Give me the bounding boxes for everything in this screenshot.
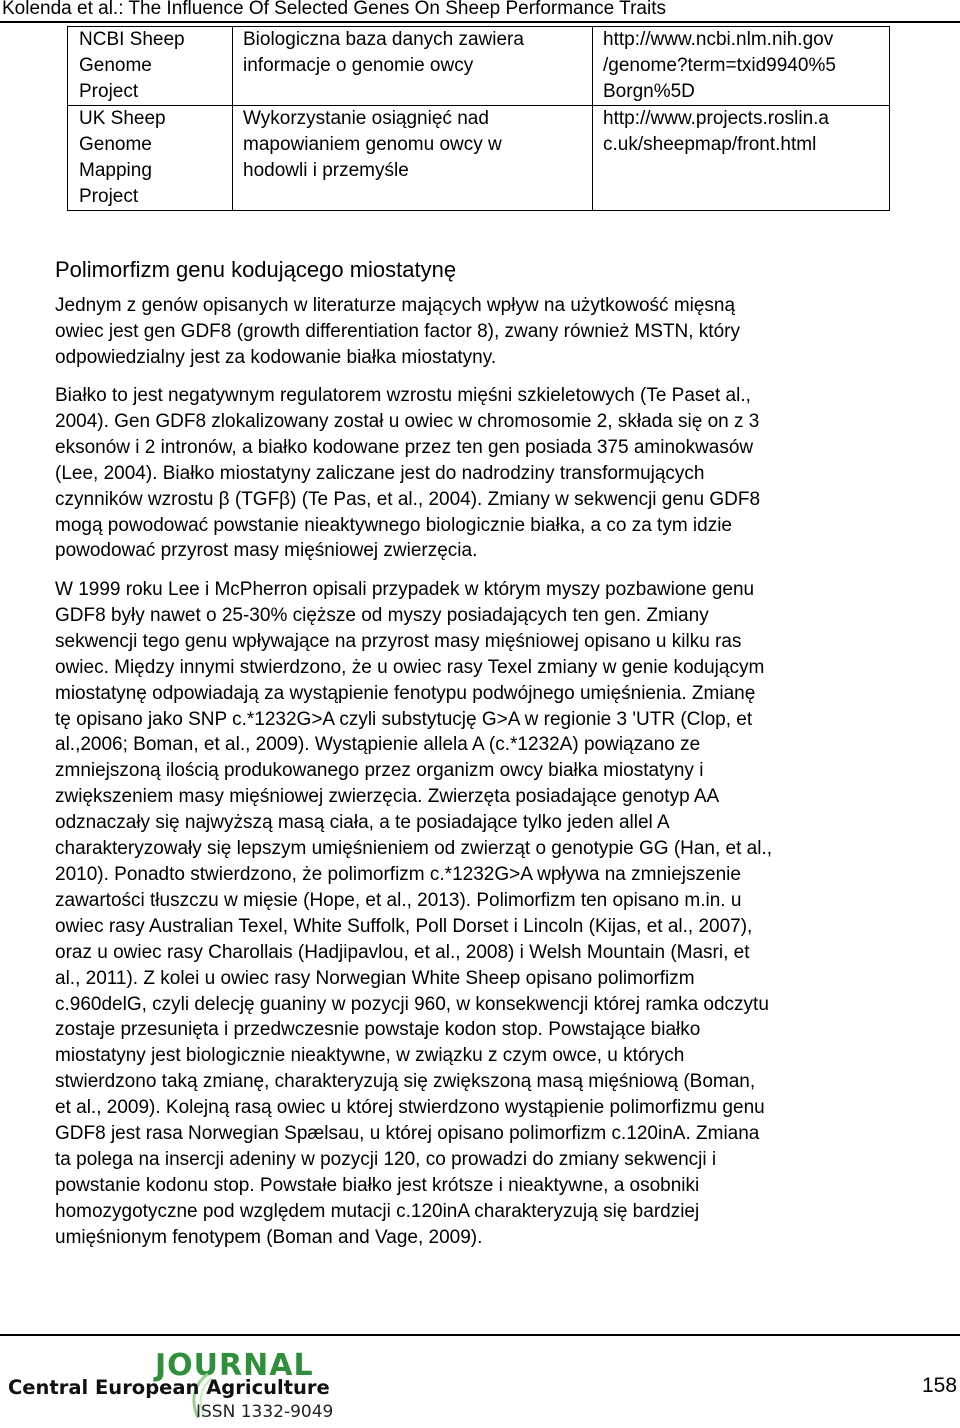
- text-line: (Lee, 2004). Białko miostatyny zaliczane jest do nadrodziny transformujących: [55, 462, 705, 484]
- text-line: W 1999 roku Lee i McPherron opisali przypadek w którym myszy pozbawione genu: [55, 579, 755, 600]
- text-line: homozygotyczne pod względem mutacji c.120inA charakteryzują się bardziej: [55, 1200, 700, 1222]
- section-heading: Polimorfizm genu kodującego miostatynę: [55, 257, 457, 282]
- header-divider: [0, 21, 960, 23]
- text-line: czynników wzrostu β (TGFβ) (Te Pas, et al., 2004). Zmiany w sekwencji genu GDF8: [55, 488, 761, 510]
- text-line: umięśnionym fenotypem (Boman and Vage, 2009).: [55, 1226, 483, 1248]
- cell-line: Project: [79, 186, 139, 207]
- text-line: al.,2006; Boman, et al., 2009). Wystąpienie allela A (c.*1232A) powiązano ze: [55, 734, 701, 756]
- text-line: et al., 2009). Kolejną rasą owiec u której stwierdzono wystąpienie polimorfizmu genu: [55, 1097, 765, 1119]
- project-description-cell: [233, 27, 593, 106]
- cell-line: Project: [79, 81, 139, 102]
- cell-line: Mapping: [79, 160, 152, 181]
- cell-line: Genome: [79, 55, 152, 76]
- table-row: [68, 27, 890, 106]
- cell-line: Biologiczna baza danych zawiera: [243, 29, 524, 50]
- table-row: [68, 106, 890, 211]
- paragraph-1: [55, 293, 915, 371]
- cell-line: informacje o genomie owcy: [243, 55, 474, 76]
- footer-divider: [0, 1334, 960, 1336]
- text-line: zmniejszoną ilością produkowanego przez organizm owcy białka miostatyny i: [55, 760, 704, 782]
- running-header: Kolenda et al.: The Influence Of Selected Genes On Sheep Performance Traits: [2, 0, 666, 19]
- text-line: zwiększeniem masy mięśniowej zwierzęcia. Zwierzęta posiadające genotyp AA: [55, 786, 720, 808]
- cell-line: hodowli i przemyśle: [243, 160, 409, 181]
- project-url-cell: [593, 27, 890, 106]
- journal-logo-wordmark: JOURNAL: [155, 1348, 314, 1383]
- text-line: charakteryzowały się lepszym umięśnieniem od zwierząt o genotypie GG (Han, et al.,: [55, 838, 773, 860]
- text-line: odpowiedzialny jest za kodowanie białka miostatyny.: [55, 346, 497, 368]
- text-line: owiec jest gen GDF8 (growth differentiation factor 8), zwany również MSTN, który: [55, 320, 740, 342]
- text-line: c.960delG, czyli delecję guaniny w pozycji 960, w konsekwencji której ramka odczytu: [55, 993, 769, 1015]
- text-line: miostatynę odpowiadają za wystąpienie fenotypu podwójnego umięśnienia. Zmianę: [55, 682, 756, 704]
- text-line: zawartości tłuszczu w mięsie (Hope, et al., 2013). Polimorfizm ten opisano m.in. u: [55, 889, 742, 911]
- text-line: odznaczały się najwyższą masą ciała, a te posiadające tylko jeden allel A: [55, 812, 670, 834]
- cell-line: /genome?term=txid9940%5: [603, 55, 836, 76]
- text-line: Białko to jest negatywnym regulatorem wzrostu mięśni szkieletowych (Te Paset al.,: [55, 385, 751, 406]
- text-line: al., 2011). Z kolei u owiec rasy Norwegian White Sheep opisano polimorfizm: [55, 967, 695, 989]
- text-line: 2004). Gen GDF8 zlokalizowany został u owiec w chromosomie 2, składa się on z 3: [55, 410, 760, 432]
- paragraph-2: [55, 383, 915, 564]
- text-line: miostatyny jest biologicznie nieaktywne, w związku z czym owce, u których: [55, 1045, 685, 1067]
- cell-line: Wykorzystanie osiągnięć nad: [243, 108, 489, 129]
- cell-line: Genome: [79, 134, 152, 155]
- text-line: stwierdzono taką zmianę, charakteryzują się zwiększoną masą mięśniową (Boman,: [55, 1071, 756, 1093]
- journal-name: Central European Agriculture: [8, 1376, 330, 1399]
- cell-line: c.uk/sheepmap/front.html: [603, 134, 817, 155]
- text-line: mogą powodować powstanie nieaktywnego biologicznie białka, a co za tym idzie: [55, 514, 732, 536]
- cell-line: UK Sheep: [79, 108, 166, 129]
- text-line: GDF8 były nawet o 25-30% cięższe od myszy posiadających ten gen. Zmiany: [55, 604, 709, 626]
- cell-line: NCBI Sheep: [79, 29, 185, 50]
- text-line: owiec. Między innymi stwierdzono, że u owiec rasy Texel zmiany w genie kodującym: [55, 656, 765, 678]
- cell-line: http://www.ncbi.nlm.nih.gov: [603, 29, 834, 50]
- text-line: powstanie kodonu stop. Powstałe białko jest krótsze i nieaktywne, a osobniki: [55, 1174, 700, 1196]
- text-line: GDF8 jest rasa Norwegian Spælsau, u której opisano polimorfizm c.120inA. Zmiana: [55, 1123, 760, 1145]
- text-line: Jednym z genów opisanych w literaturze mających wpływ na użytkowość mięsną: [55, 295, 736, 316]
- genome-projects-table: [67, 26, 890, 211]
- project-url-cell: [593, 106, 890, 211]
- text-line: ta polega na insercji adeniny w pozycji 120, co prowadzi do zmiany sekwencji i: [55, 1148, 717, 1170]
- project-description-cell: [233, 106, 593, 211]
- journal-issn: ISSN 1332-9049: [196, 1402, 334, 1422]
- text-line: eksonów i 2 intronów, a białko kodowane przez ten gen posiada 375 aminokwasów: [55, 436, 754, 458]
- paragraph-3: [55, 577, 915, 1251]
- text-line: 2010). Ponadto stwierdzono, że polimorfizm c.*1232G>A wpływa na zmniejszenie: [55, 863, 741, 885]
- cell-line: Borgn%5D: [603, 81, 695, 102]
- cell-line: mapowianiem genomu owcy w: [243, 134, 502, 155]
- project-name-cell: [68, 27, 233, 106]
- text-line: owiec rasy Australian Texel, White Suffolk, Poll Dorset i Lincoln (Kijas, et al., 2007),: [55, 915, 753, 937]
- page-number: 158: [922, 1374, 958, 1397]
- cell-line: http://www.projects.roslin.a: [603, 108, 829, 129]
- project-name-cell: [68, 106, 233, 211]
- text-line: oraz u owiec rasy Charollais (Hadjipavlou, et al., 2008) i Welsh Mountain (Masri, et: [55, 941, 750, 963]
- text-line: powodować przyrost masy mięśniowej zwierzęcia.: [55, 540, 478, 562]
- text-line: sekwencji tego genu wpływające na przyrost masy mięśniowej opisano u kilku ras: [55, 630, 742, 652]
- text-line: zostaje przesunięta i przedwczesnie powstaje kodon stop. Powstające białko: [55, 1019, 701, 1041]
- text-line: tę opisano jako SNP c.*1232G>A czyli substytucję G>A w regionie 3 'UTR (Clop, et: [55, 708, 753, 730]
